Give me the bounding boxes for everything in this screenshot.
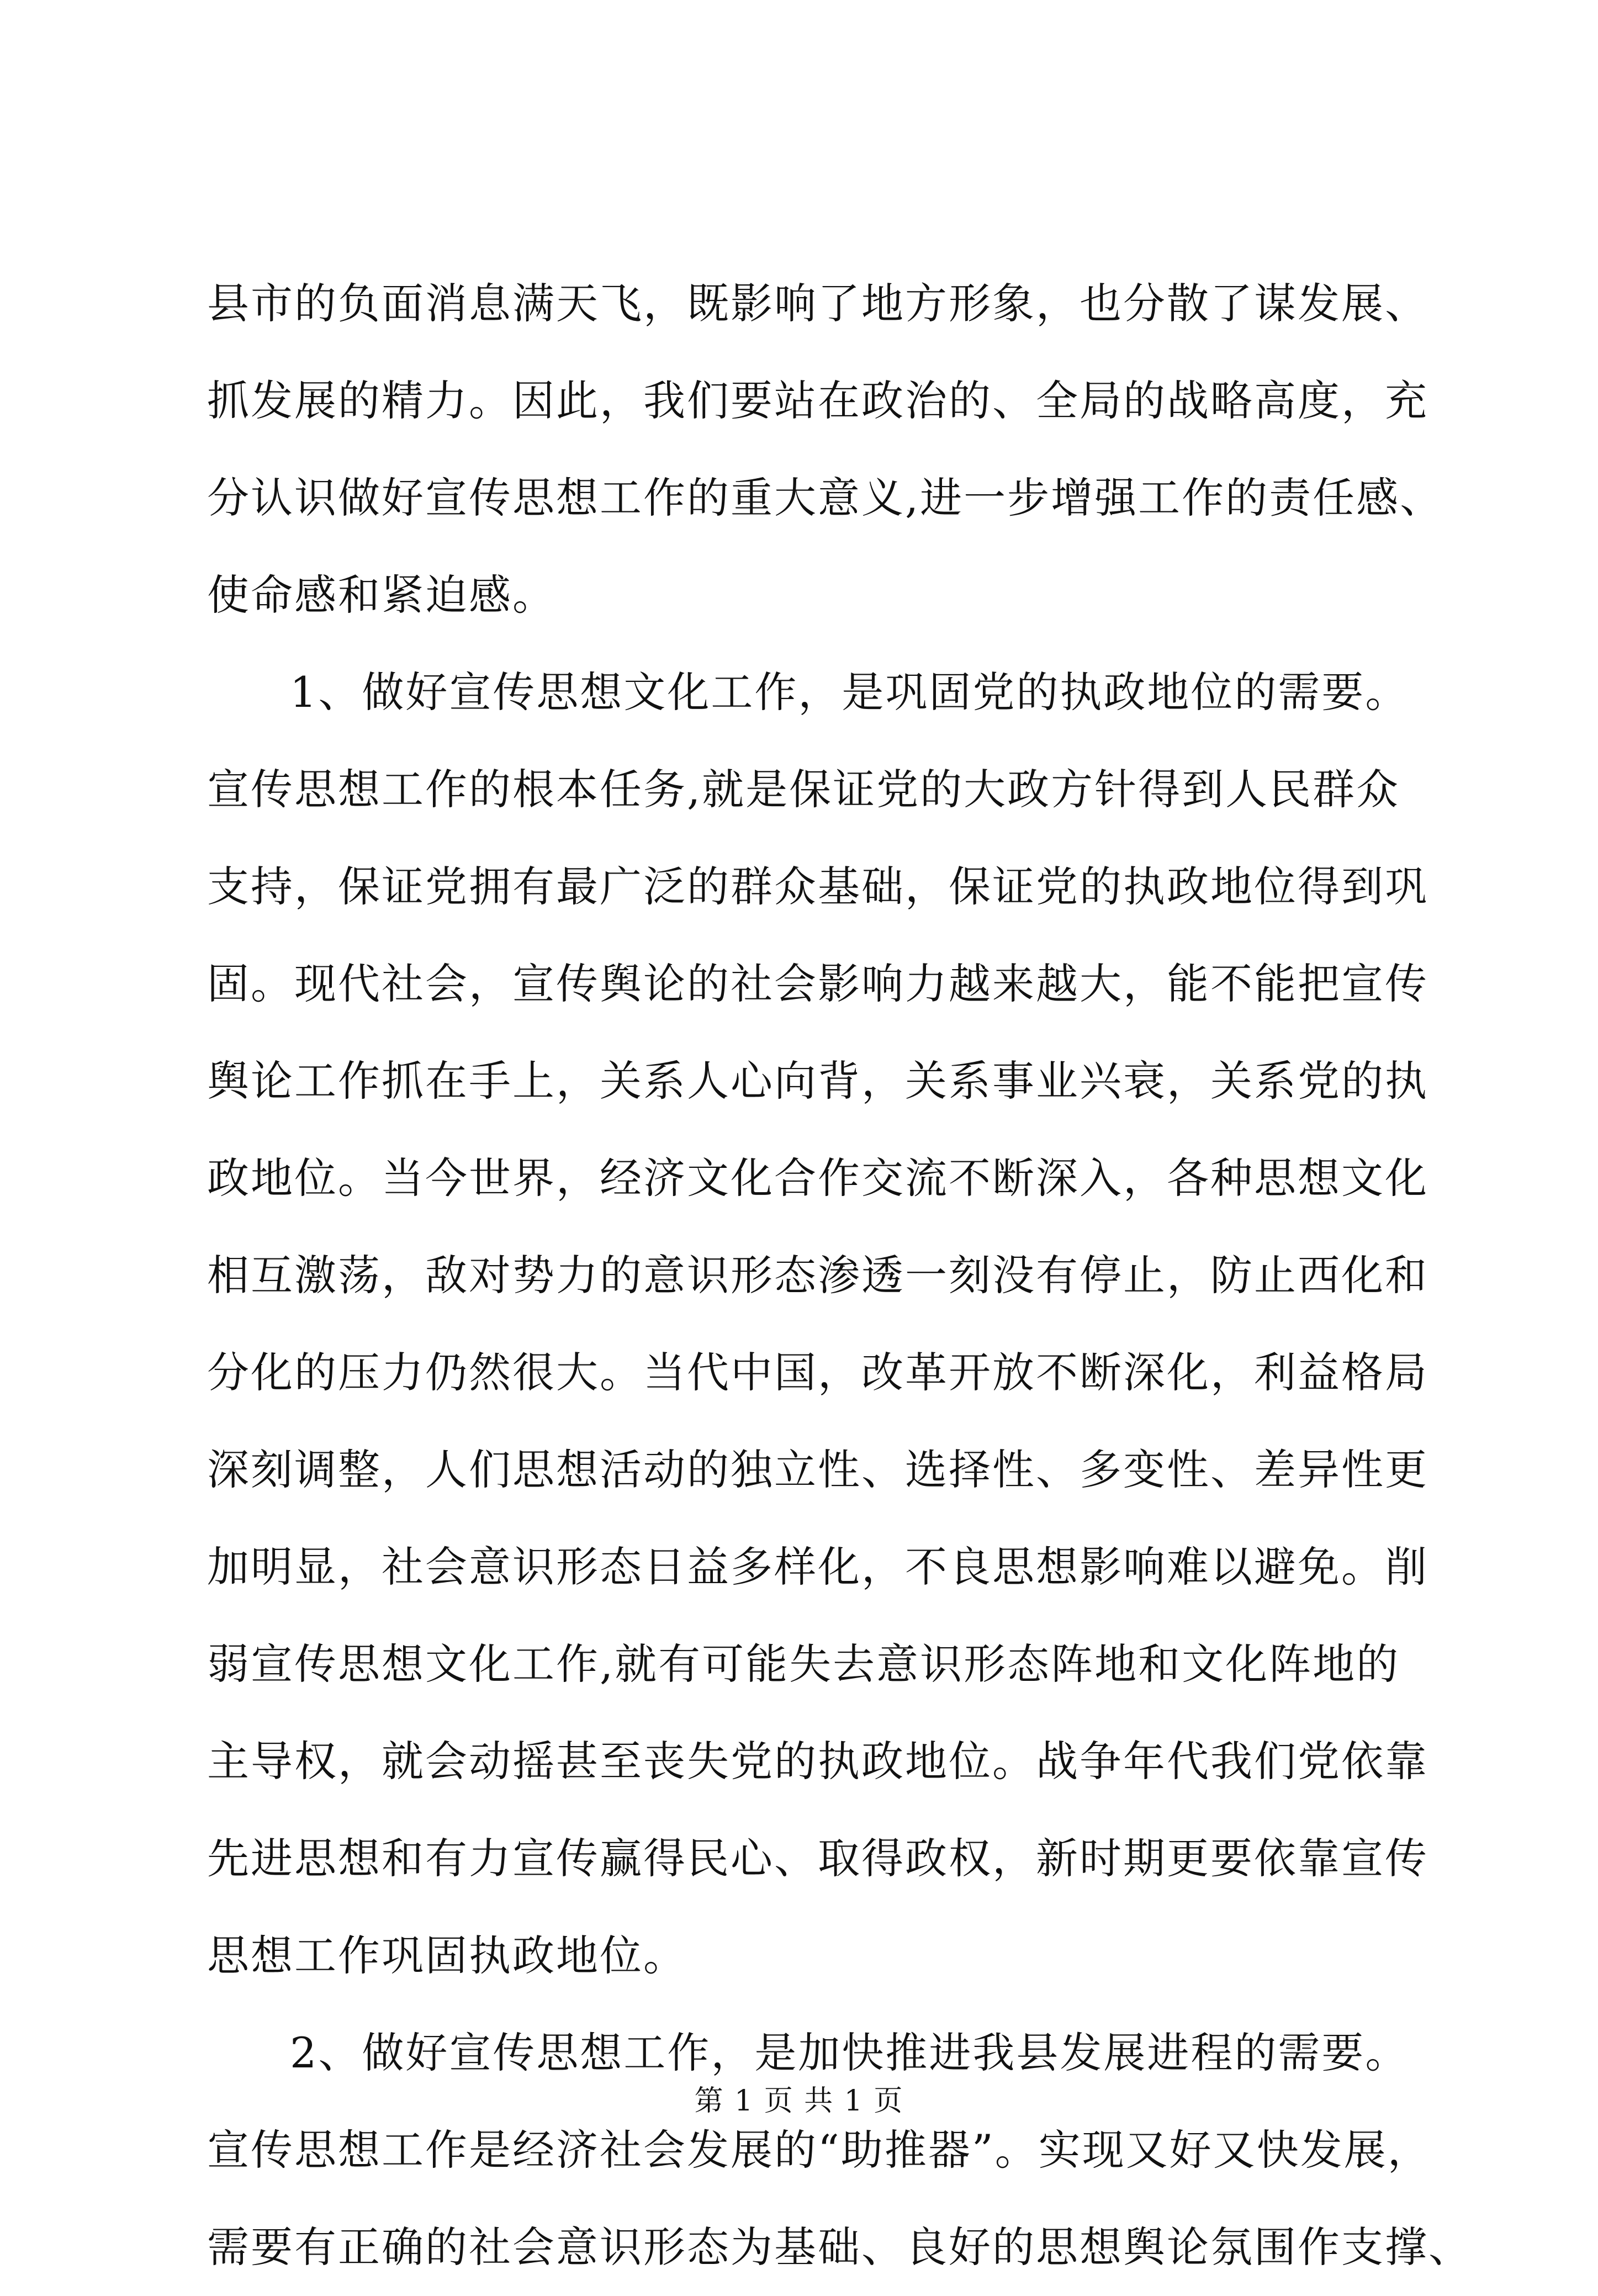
text-line: 主导权，就会动摇甚至丧失党的执政地位。战争年代我们党依靠 (207, 1737, 1428, 1786)
body-text (207, 255, 1472, 2296)
text-line: 宣传思想工作是经济社会发展的“助推器”。实现又好又快发展， (207, 2125, 1431, 2175)
text-line: 分认识做好宣传思想工作的重大意义,进一步增强工作的责任感、 (207, 473, 1444, 522)
text-line: 分化的压力仍然很大。当代中国，改革开放不断深化，利益格局 (207, 1348, 1428, 1397)
text-line: 支持，保证党拥有最广泛的群众基础，保证党的执政地位得到巩 (207, 862, 1428, 911)
text-line: 加明显，社会意识形态日益多样化，不良思想影响难以避免。削 (207, 1542, 1428, 1591)
text-line: 县市的负面消息满天飞，既影响了地方形象，也分散了谋发展、 (207, 279, 1428, 328)
text-line: 思想工作巩固执政地位。 (207, 1931, 687, 1980)
text-line: 弱宣传思想文化工作,就有可能失去意识形态阵地和文化阵地的 (207, 1639, 1400, 1689)
paragraph-first-line: 1、做好宣传思想文化工作，是巩固党的执政地位的需要。 (290, 668, 1409, 717)
text-line: 舆论工作抓在手上，关系人心向背，关系事业兴衰，关系党的执 (207, 1056, 1428, 1105)
text-line: 使命感和紧迫感。 (207, 570, 556, 620)
text-line: 相互激荡，敌对势力的意识形态渗透一刻没有停止，防止西化和 (207, 1251, 1428, 1300)
text-line: 深刻调整，人们思想活动的独立性、选择性、多变性、差异性更 (207, 1445, 1428, 1494)
text-line: 先进思想和有力宣传赢得民心、取得政权，新时期更要依靠宣传 (207, 1834, 1428, 1883)
text-line: 宣传思想工作的根本任务,就是保证党的大政方针得到人民群众 (207, 765, 1400, 814)
text-line: 政地位。当今世界，经济文化合作交流不断深入，各种思想文化 (207, 1154, 1428, 1203)
text-line: 抓发展的精力。因此，我们要站在政治的、全局的战略高度，充 (207, 376, 1428, 425)
text-line: 固。现代社会，宣传舆论的社会影响力越来越大，能不能把宣传 (207, 959, 1428, 1008)
page-footer: 第 1 页 共 1 页 (694, 2085, 904, 2118)
text-line: 需要有正确的社会意识形态为基础、良好的思想舆论氛围作支撑、 (207, 2223, 1472, 2272)
paragraph-first-line: 2、做好宣传思想工作，是加快推进我县发展进程的需要。 (290, 2028, 1409, 2077)
